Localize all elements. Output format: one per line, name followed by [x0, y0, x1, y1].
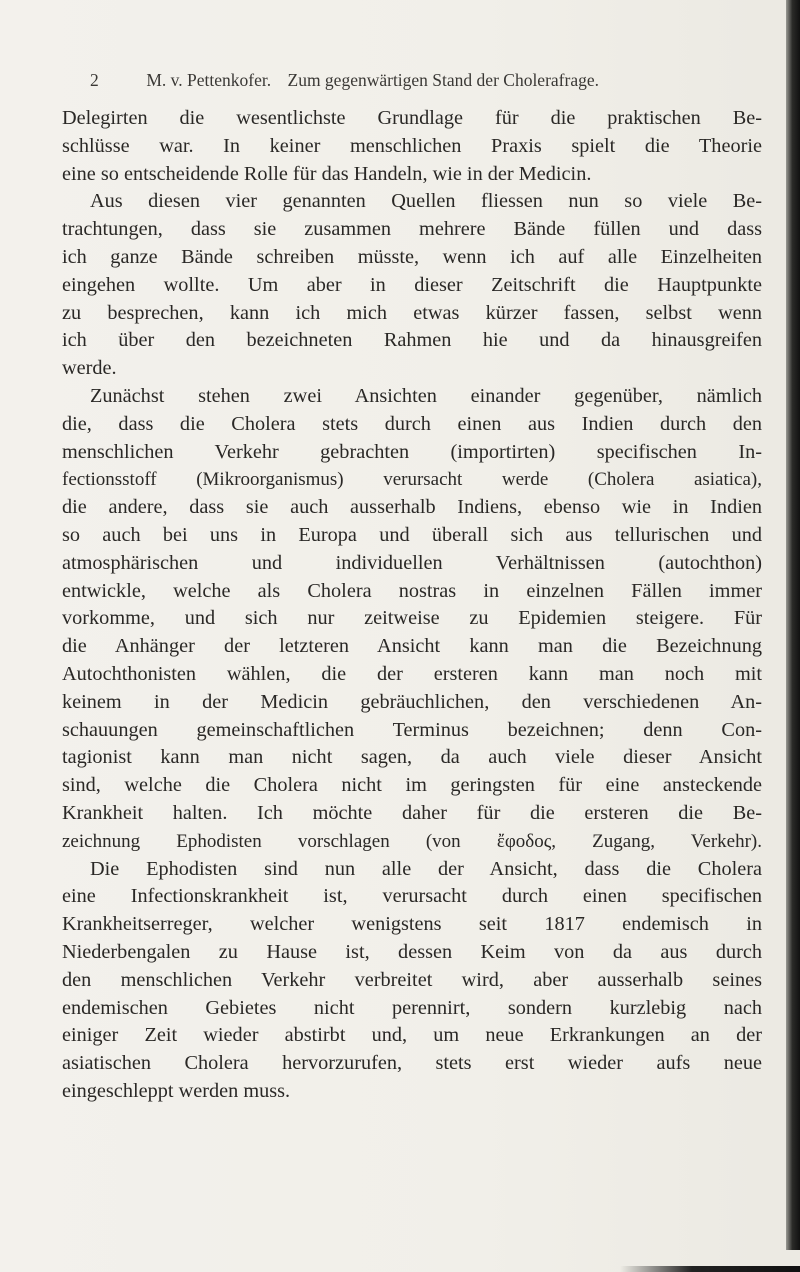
running-head-title: Zum gegenwärtigen Stand der Cholerafrage.: [287, 70, 599, 90]
text-line: ich über den bezeichneten Rahmen hie und da hinausgreifen: [62, 329, 762, 352]
paragraph-start-line: Zunächst stehen zwei Ansichten einander gegenüber, nämlich: [90, 384, 762, 407]
running-head: [90, 70, 770, 91]
text-line: Autochthonisten wählen, die der ersteren kann man noch mit: [62, 662, 762, 685]
text-line: den menschlichen Verkehr verbreitet wird, aber ausserhalb seines: [62, 968, 762, 991]
text-line: die, dass die Cholera stets durch einen aus Indien durch den: [62, 412, 762, 435]
running-head-author: M. v. Pettenkofer.: [146, 70, 272, 90]
text-line: so auch bei uns in Europa und überall sich aus tellurischen und: [62, 523, 762, 546]
text-line: entwickle, welche als Cholera nostras in einzelnen Fällen immer: [62, 579, 762, 602]
text-line: zu besprechen, kann ich mich etwas kürzer fassen, selbst wenn: [62, 301, 762, 324]
text-line: eingehen wollte. Um aber in dieser Zeitschrift die Hauptpunkte: [62, 273, 762, 296]
text-line: ich ganze Bände schreiben müsste, wenn ich auf alle Einzelheiten: [62, 245, 762, 268]
paragraph-start-line: Aus diesen vier genannten Quellen fliessen nun so viele Be-: [90, 190, 762, 213]
page-bottom-shadow: [620, 1266, 800, 1272]
text-line: endemischen Gebietes nicht perennirt, sondern kurzlebig nach: [62, 996, 762, 1019]
text-line: die andere, dass sie auch ausserhalb Indiens, ebenso wie in Indien: [62, 496, 762, 519]
text-line: schauungen gemeinschaftlichen Terminus bezeichnen; denn Con-: [62, 718, 762, 741]
text-line: eingeschleppt werden muss.: [62, 1079, 291, 1102]
body-text: [62, 105, 762, 1106]
text-line: atmosphärischen und individuellen Verhältnissen (autochthon): [62, 551, 762, 574]
text-line: fectionsstoff (Mikroorganismus) verursacht werde (Cholera asiatica),: [62, 469, 762, 491]
text-line: keinem in der Medicin gebräuchlichen, den verschiedenen An-: [62, 690, 762, 713]
text-line: eine Infectionskrankheit ist, verursacht durch einen specifischen: [62, 885, 762, 908]
text-line: menschlichen Verkehr gebrachten (importirten) specifischen In-: [62, 440, 762, 463]
text-line: sind, welche die Cholera nicht im geringsten für eine ansteckende: [62, 774, 762, 797]
text-line: trachtungen, dass sie zusammen mehrere Bände füllen und dass: [62, 218, 762, 241]
text-line: Krankheitserreger, welcher wenigstens seit 1817 endemisch in: [62, 913, 762, 936]
text-line: schlüsse war. In keiner menschlichen Praxis spielt die Theorie: [62, 134, 762, 157]
text-line: zeichnung Ephodisten vorschlagen (von ἔφοδος, Zugang, Verkehr).: [62, 830, 762, 852]
page-number: 2: [90, 70, 99, 90]
text-line: asiatischen Cholera hervorzurufen, stets erst wieder aufs neue: [62, 1052, 762, 1075]
text-line: die Anhänger der letzteren Ansicht kann man die Bezeichnung: [62, 635, 762, 658]
text-line: eine so entscheidende Rolle für das Handeln, wie in der Medicin.: [62, 162, 592, 185]
text-line: tagionist kann man nicht sagen, da auch viele dieser Ansicht: [62, 746, 762, 769]
text-line: Delegirten die wesentlichste Grundlage für die praktischen Be-: [62, 107, 762, 129]
text-line: Krankheit halten. Ich möchte daher für die ersteren die Be-: [62, 801, 762, 824]
text-line: vorkomme, und sich nur zeitweise zu Epidemien steigere. Für: [62, 607, 762, 630]
text-line: werde.: [62, 357, 117, 380]
book-binding-edge: [786, 0, 800, 1250]
paragraph-start-line: Die Ephodisten sind nun alle der Ansicht, dass die Cholera: [90, 857, 762, 880]
text-line: Niederbengalen zu Hause ist, dessen Keim von da aus durch: [62, 940, 762, 963]
text-line: einiger Zeit wieder abstirbt und, um neue Erkrankungen an der: [62, 1024, 762, 1047]
